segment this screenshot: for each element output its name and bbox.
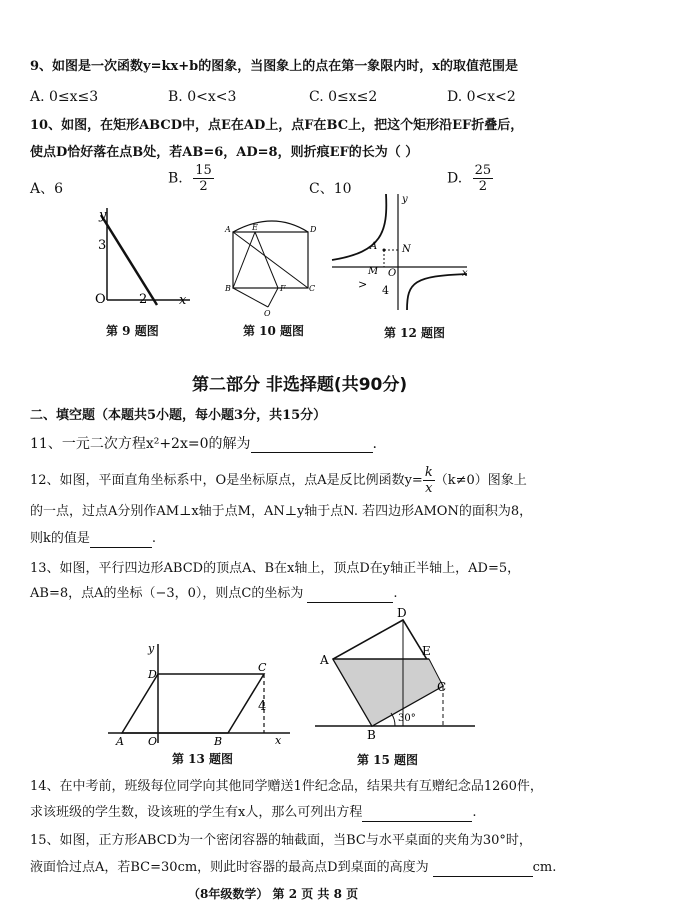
fig15-caption: 第 15 题图 — [357, 753, 419, 767]
q12-line1 — [30, 465, 527, 496]
fig13-mark-4: 4 — [258, 699, 267, 714]
q14-line1: 14、在中考前，班级每位同学向其他同学赠送1件纪念品，结果共有互赠纪念品1260件， — [30, 779, 543, 794]
q15-line2 — [30, 859, 556, 877]
fig10-label-o: O — [264, 309, 271, 318]
q14-line2-text: 求该班级的学生数，设该班的学生有x人，那么可列出方程 — [30, 805, 363, 820]
q15-answer-blank[interactable] — [433, 862, 533, 877]
q13-line2-text: AB=8，点A的坐标（−3，0），则点C的坐标为 — [30, 586, 304, 601]
q10-option-b-denominator: 2 — [199, 179, 208, 194]
fig10-label-a: A — [225, 225, 231, 234]
q10-option-b-numerator: 15 — [195, 163, 212, 178]
fig13-label-o: O — [148, 735, 158, 748]
figure-12 — [332, 192, 472, 312]
fig13-label-y: y — [148, 642, 155, 655]
part2-heading: 第二部分 非选择题(共90分) — [192, 375, 408, 395]
fig10-label-b: B — [225, 284, 231, 293]
q9-option-b: B. 0<x<3 — [168, 89, 237, 105]
figure-13 — [108, 640, 298, 750]
fig12-label-y: y — [402, 194, 408, 205]
q14-line2-end: . — [472, 805, 477, 820]
fig9-y-intercept-label: 3 — [98, 238, 107, 253]
q11-stem: 11、一元二次方程x²+2x=0的解为 — [30, 436, 251, 452]
q10-option-a: A、6 — [30, 181, 64, 197]
figure-10 — [223, 222, 323, 322]
q11-answer-blank[interactable] — [251, 438, 373, 453]
q12-frac-num: k — [424, 465, 433, 480]
q12-line3-end: . — [151, 531, 157, 546]
fig10-label-c: C — [309, 284, 316, 293]
fig12-mark-arrow: > — [358, 278, 368, 291]
fig12-label-x: x — [462, 268, 468, 279]
q12-line1-b: （k≠0）图象上 — [434, 473, 527, 488]
fig9-x-intercept-label: 2 — [139, 292, 148, 307]
q9-option-c: C. 0≤x≤2 — [309, 89, 378, 105]
fig13-label-c: C — [258, 661, 267, 674]
q10-option-d — [447, 163, 493, 194]
q13-answer-blank[interactable] — [307, 588, 393, 603]
fig10-label-f: F — [280, 284, 286, 293]
q15-line1: 15、如图，正方形ABCD为一个密闭容器的轴截面，当BC与水平桌面的夹角为30°时， — [30, 833, 532, 848]
fig9-y-label: y — [99, 208, 107, 223]
fig12-caption: 第 12 题图 — [384, 326, 446, 340]
fig15-label-d: D — [397, 606, 407, 620]
fig9-origin-label: O — [95, 292, 106, 307]
q13-line2 — [30, 585, 398, 603]
q11-text — [30, 435, 377, 453]
q14-line2 — [30, 804, 476, 822]
fig10-caption: 第 10 题图 — [243, 324, 305, 338]
fig10-label-d: D — [310, 225, 317, 234]
fig15-label-c: C — [437, 680, 447, 694]
fig13-label-b: B — [214, 735, 223, 748]
q9-stem: 9、如图是一次函数y=kx+b的图象，当图象上的点在第一象限内时，x的取值范围是 — [30, 59, 518, 74]
q9-option-d: D. 0<x<2 — [447, 89, 516, 105]
page-footer: （8年级数学） 第 2 页 共 8 页 — [188, 887, 359, 901]
q15-line2-text: 液面恰过点A，若BC=30cm，则此时容器的最高点D到桌面的高度为 — [30, 860, 429, 875]
q10-option-c: C、10 — [309, 181, 352, 197]
fig13-label-x: x — [275, 734, 282, 747]
q10-option-b — [168, 163, 214, 194]
q10-option-d-letter: D. — [447, 170, 463, 187]
q10-option-d-denominator: 2 — [478, 179, 488, 194]
fig15-label-e: E — [422, 644, 431, 658]
fig9-caption: 第 9 题图 — [106, 324, 159, 338]
fig13-label-d: D — [148, 668, 157, 681]
q10-line2: 使点D恰好落在点B处，若AB=6，AD=8，则折痕EF的长为（ ） — [30, 145, 419, 160]
q9-option-a: A. 0≤x≤3 — [30, 89, 99, 105]
fig9-x-label: x — [179, 293, 187, 308]
fig15-angle: 30° — [398, 713, 416, 724]
figure-15 — [315, 605, 485, 740]
fig13-label-a: A — [116, 735, 124, 748]
q12-line3 — [30, 530, 156, 548]
q12-line3-text: 则k的值是 — [30, 531, 90, 546]
q10-option-d-numerator: 25 — [474, 163, 492, 178]
section-heading: 二、填空题（本题共5小题，每小题3分，共15分） — [30, 408, 327, 423]
fig15-label-b: B — [367, 728, 376, 742]
fig12-label-m: M — [368, 266, 379, 277]
q12-answer-blank[interactable] — [90, 533, 152, 548]
fig13-caption: 第 13 题图 — [172, 752, 234, 766]
q12-line1-a: 12、如图，平面直角坐标系中，O是坐标原点，点A是反比例函数y= — [30, 473, 423, 488]
fig10-label-e: E — [252, 223, 258, 232]
q13-line1: 13、如图，平行四边形ABCD的顶点A、B在x轴上，顶点D在y轴正半轴上，AD=5， — [30, 561, 521, 576]
fig12-mark-4: 4 — [382, 284, 389, 297]
q14-answer-blank[interactable] — [362, 807, 472, 822]
q10-line1: 10、如图，在矩形ABCD中，点E在AD上，点F在BC上，把这个矩形沿EF折叠后， — [30, 118, 524, 133]
q12-frac-den: x — [425, 481, 433, 496]
q11-end: . — [372, 436, 377, 452]
q13-line2-end: . — [393, 586, 398, 601]
fig12-label-o: O — [388, 268, 397, 279]
q10-option-b-letter: B. — [168, 170, 183, 187]
fig15-label-a: A — [320, 653, 329, 667]
q15-line2-end: cm. — [532, 860, 557, 875]
q12-line2: 的一点，过点A分别作AM⊥x轴于点M，AN⊥y轴于点N. 若四边形AMON的面积为8， — [30, 504, 533, 519]
fig12-label-a: A — [370, 241, 378, 252]
fig12-label-n: N — [402, 244, 411, 255]
figure-9 — [85, 205, 195, 315]
